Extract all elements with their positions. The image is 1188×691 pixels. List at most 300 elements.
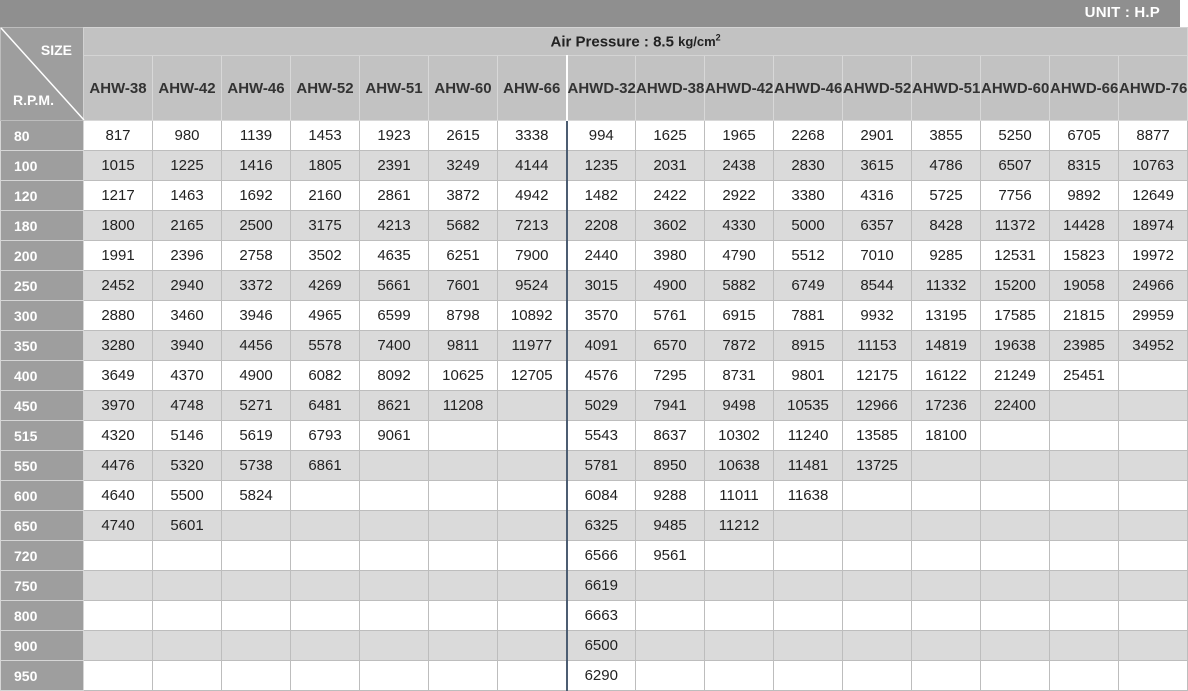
value-cell <box>774 511 843 541</box>
value-cell: 6082 <box>291 361 360 391</box>
value-cell: 5682 <box>429 211 498 241</box>
value-cell: 2208 <box>567 211 636 241</box>
rpm-cell: 120 <box>1 181 84 211</box>
value-cell: 7941 <box>636 391 705 421</box>
unit-label: UNIT : H.P <box>1084 4 1160 21</box>
value-cell: 4330 <box>705 211 774 241</box>
value-cell: 24966 <box>1119 271 1188 301</box>
rpm-cell: 80 <box>1 121 84 151</box>
value-cell <box>153 571 222 601</box>
value-cell: 4965 <box>291 301 360 331</box>
value-cell <box>774 631 843 661</box>
value-cell <box>912 661 981 691</box>
value-cell <box>981 481 1050 511</box>
value-cell: 10892 <box>498 301 567 331</box>
value-cell: 7756 <box>981 181 1050 211</box>
value-cell: 11153 <box>843 331 912 361</box>
value-cell <box>981 661 1050 691</box>
value-cell <box>843 661 912 691</box>
value-cell <box>291 511 360 541</box>
value-cell: 3502 <box>291 241 360 271</box>
value-cell: 5725 <box>912 181 981 211</box>
air-pressure-header <box>84 28 1188 56</box>
rpm-cell: 100 <box>1 151 84 181</box>
value-cell: 1139 <box>222 121 291 151</box>
value-cell: 14819 <box>912 331 981 361</box>
value-cell: 3460 <box>153 301 222 331</box>
value-cell: 3980 <box>636 241 705 271</box>
value-cell: 1625 <box>636 121 705 151</box>
horsepower-table <box>0 27 1188 691</box>
value-cell: 10763 <box>1119 151 1188 181</box>
value-cell: 12649 <box>1119 181 1188 211</box>
value-cell <box>774 661 843 691</box>
table-row <box>1 481 1188 511</box>
value-cell: 1015 <box>84 151 153 181</box>
value-cell <box>1050 481 1119 511</box>
value-cell <box>1119 481 1188 511</box>
value-cell: 2758 <box>222 241 291 271</box>
value-cell: 2268 <box>774 121 843 151</box>
model-header: AHW-51 <box>360 56 429 121</box>
corner-header <box>1 28 84 121</box>
value-cell <box>1119 571 1188 601</box>
value-cell: 7881 <box>774 301 843 331</box>
value-cell <box>981 571 1050 601</box>
value-cell: 12531 <box>981 241 1050 271</box>
value-cell <box>291 631 360 661</box>
value-cell <box>291 661 360 691</box>
model-header: AHW-42 <box>153 56 222 121</box>
value-cell: 18100 <box>912 421 981 451</box>
value-cell: 8428 <box>912 211 981 241</box>
value-cell <box>84 631 153 661</box>
value-cell: 3015 <box>567 271 636 301</box>
value-cell <box>1050 391 1119 421</box>
value-cell: 3940 <box>153 331 222 361</box>
value-cell: 6566 <box>567 541 636 571</box>
value-cell: 1482 <box>567 181 636 211</box>
value-cell: 5882 <box>705 271 774 301</box>
value-cell <box>291 601 360 631</box>
value-cell: 6357 <box>843 211 912 241</box>
table-row <box>1 301 1188 331</box>
value-cell: 21815 <box>1050 301 1119 331</box>
value-cell: 13195 <box>912 301 981 331</box>
value-cell <box>981 451 1050 481</box>
value-cell: 4269 <box>291 271 360 301</box>
value-cell: 2160 <box>291 181 360 211</box>
rpm-cell: 450 <box>1 391 84 421</box>
value-cell: 4635 <box>360 241 429 271</box>
value-cell <box>429 661 498 691</box>
value-cell: 4370 <box>153 361 222 391</box>
value-cell <box>84 571 153 601</box>
value-cell: 2440 <box>567 241 636 271</box>
value-cell: 2391 <box>360 151 429 181</box>
value-cell: 5781 <box>567 451 636 481</box>
value-cell: 3946 <box>222 301 291 331</box>
value-cell: 11638 <box>774 481 843 511</box>
value-cell <box>153 541 222 571</box>
value-cell <box>636 601 705 631</box>
value-cell: 2452 <box>84 271 153 301</box>
value-cell <box>429 571 498 601</box>
value-cell: 22400 <box>981 391 1050 421</box>
value-cell: 23985 <box>1050 331 1119 361</box>
value-cell <box>153 631 222 661</box>
value-cell: 2422 <box>636 181 705 211</box>
value-cell: 2396 <box>153 241 222 271</box>
value-cell: 4316 <box>843 181 912 211</box>
value-cell <box>498 631 567 661</box>
unit-bar <box>0 0 1180 27</box>
value-cell: 6570 <box>636 331 705 361</box>
value-cell: 3249 <box>429 151 498 181</box>
value-cell: 3372 <box>222 271 291 301</box>
value-cell: 9061 <box>360 421 429 451</box>
value-cell: 4942 <box>498 181 567 211</box>
value-cell: 4786 <box>912 151 981 181</box>
value-cell: 9498 <box>705 391 774 421</box>
rpm-cell: 550 <box>1 451 84 481</box>
value-cell: 6793 <box>291 421 360 451</box>
value-cell: 18974 <box>1119 211 1188 241</box>
value-cell: 4476 <box>84 451 153 481</box>
value-cell: 3175 <box>291 211 360 241</box>
value-cell <box>843 631 912 661</box>
value-cell <box>222 571 291 601</box>
value-cell <box>981 421 1050 451</box>
table-row <box>1 541 1188 571</box>
value-cell <box>429 421 498 451</box>
value-cell: 994 <box>567 121 636 151</box>
value-cell: 17236 <box>912 391 981 421</box>
value-cell: 5738 <box>222 451 291 481</box>
value-cell <box>429 481 498 511</box>
value-cell: 3855 <box>912 121 981 151</box>
size-label: SIZE <box>40 42 72 58</box>
value-cell: 2861 <box>360 181 429 211</box>
value-cell: 11332 <box>912 271 981 301</box>
value-cell: 2438 <box>705 151 774 181</box>
value-cell: 1235 <box>567 151 636 181</box>
value-cell: 1416 <box>222 151 291 181</box>
value-cell: 6619 <box>567 571 636 601</box>
value-cell: 6663 <box>567 601 636 631</box>
value-cell: 29959 <box>1119 301 1188 331</box>
value-cell: 4213 <box>360 211 429 241</box>
model-header-row <box>1 56 1188 121</box>
model-header: AHWD-38 <box>636 56 705 121</box>
value-cell: 25451 <box>1050 361 1119 391</box>
rpm-cell: 720 <box>1 541 84 571</box>
table-row <box>1 511 1188 541</box>
value-cell: 3649 <box>84 361 153 391</box>
table-row <box>1 181 1188 211</box>
value-cell <box>222 511 291 541</box>
value-cell <box>429 451 498 481</box>
value-cell <box>360 631 429 661</box>
value-cell: 13725 <box>843 451 912 481</box>
model-header: AHWD-32 <box>567 56 636 121</box>
value-cell: 4900 <box>222 361 291 391</box>
value-cell <box>84 601 153 631</box>
value-cell: 6861 <box>291 451 360 481</box>
value-cell <box>1119 511 1188 541</box>
value-cell <box>360 511 429 541</box>
value-cell: 817 <box>84 121 153 151</box>
value-cell <box>912 631 981 661</box>
value-cell: 34952 <box>1119 331 1188 361</box>
value-cell <box>498 451 567 481</box>
rpm-cell: 180 <box>1 211 84 241</box>
value-cell <box>843 571 912 601</box>
value-cell: 9801 <box>774 361 843 391</box>
value-cell: 6325 <box>567 511 636 541</box>
value-cell: 1923 <box>360 121 429 151</box>
value-cell: 8798 <box>429 301 498 331</box>
value-cell: 8731 <box>705 361 774 391</box>
value-cell <box>498 601 567 631</box>
value-cell <box>429 631 498 661</box>
value-cell: 19638 <box>981 331 1050 361</box>
value-cell: 16122 <box>912 361 981 391</box>
value-cell <box>912 511 981 541</box>
model-header: AHWD-60 <box>981 56 1050 121</box>
value-cell: 11212 <box>705 511 774 541</box>
model-header: AHWD-51 <box>912 56 981 121</box>
value-cell: 5512 <box>774 241 843 271</box>
value-cell: 2615 <box>429 121 498 151</box>
value-cell: 1225 <box>153 151 222 181</box>
value-cell <box>360 601 429 631</box>
value-cell: 6705 <box>1050 121 1119 151</box>
model-header: AHWD-76 <box>1119 56 1188 121</box>
rpm-cell: 200 <box>1 241 84 271</box>
table-row <box>1 361 1188 391</box>
air-pressure-colon: : <box>639 33 654 51</box>
value-cell <box>498 421 567 451</box>
value-cell: 10625 <box>429 361 498 391</box>
air-pressure-label: Air Pressure <box>550 33 640 51</box>
table-row <box>1 211 1188 241</box>
value-cell: 9485 <box>636 511 705 541</box>
value-cell <box>843 541 912 571</box>
value-cell: 9285 <box>912 241 981 271</box>
rpm-cell: 950 <box>1 661 84 691</box>
value-cell <box>912 541 981 571</box>
rpm-cell: 350 <box>1 331 84 361</box>
table-row <box>1 121 1188 151</box>
value-cell: 5029 <box>567 391 636 421</box>
value-cell: 3380 <box>774 181 843 211</box>
table-body <box>1 121 1188 691</box>
value-cell <box>222 601 291 631</box>
value-cell <box>981 601 1050 631</box>
value-cell: 7400 <box>360 331 429 361</box>
model-header: AHWD-66 <box>1050 56 1119 121</box>
value-cell: 19972 <box>1119 241 1188 271</box>
value-cell: 2830 <box>774 151 843 181</box>
value-cell: 8092 <box>360 361 429 391</box>
value-cell <box>153 661 222 691</box>
value-cell: 9524 <box>498 271 567 301</box>
table-row <box>1 151 1188 181</box>
value-cell <box>774 541 843 571</box>
table-row <box>1 571 1188 601</box>
value-cell <box>912 481 981 511</box>
rpm-cell: 900 <box>1 631 84 661</box>
value-cell <box>498 571 567 601</box>
value-cell: 11481 <box>774 451 843 481</box>
value-cell: 6599 <box>360 301 429 331</box>
value-cell: 5271 <box>222 391 291 421</box>
table-row <box>1 241 1188 271</box>
value-cell <box>84 661 153 691</box>
value-cell: 15200 <box>981 271 1050 301</box>
table-row <box>1 331 1188 361</box>
value-cell: 1800 <box>84 211 153 241</box>
value-cell <box>222 541 291 571</box>
air-pressure-value: 8.5 <box>653 33 674 51</box>
value-cell: 3872 <box>429 181 498 211</box>
value-cell <box>636 661 705 691</box>
value-cell <box>1050 601 1119 631</box>
value-cell: 3602 <box>636 211 705 241</box>
rpm-cell: 800 <box>1 601 84 631</box>
value-cell <box>222 661 291 691</box>
value-cell <box>360 451 429 481</box>
value-cell: 1463 <box>153 181 222 211</box>
value-cell: 5661 <box>360 271 429 301</box>
value-cell <box>843 601 912 631</box>
value-cell: 7295 <box>636 361 705 391</box>
value-cell <box>843 511 912 541</box>
table-row <box>1 421 1188 451</box>
model-header: AHWD-46 <box>774 56 843 121</box>
rpm-cell: 400 <box>1 361 84 391</box>
value-cell: 8315 <box>1050 151 1119 181</box>
value-cell: 4144 <box>498 151 567 181</box>
rpm-cell: 600 <box>1 481 84 511</box>
value-cell: 4091 <box>567 331 636 361</box>
value-cell: 4790 <box>705 241 774 271</box>
value-cell: 3338 <box>498 121 567 151</box>
value-cell <box>498 541 567 571</box>
value-cell: 5000 <box>774 211 843 241</box>
value-cell: 13585 <box>843 421 912 451</box>
value-cell: 4740 <box>84 511 153 541</box>
value-cell <box>1050 421 1119 451</box>
value-cell <box>705 661 774 691</box>
value-cell <box>1119 601 1188 631</box>
value-cell: 5250 <box>981 121 1050 151</box>
value-cell: 4748 <box>153 391 222 421</box>
value-cell <box>498 511 567 541</box>
value-cell: 6290 <box>567 661 636 691</box>
value-cell: 5543 <box>567 421 636 451</box>
value-cell: 2165 <box>153 211 222 241</box>
value-cell <box>1050 571 1119 601</box>
value-cell <box>360 481 429 511</box>
value-cell <box>429 601 498 631</box>
value-cell <box>981 511 1050 541</box>
rpm-cell: 650 <box>1 511 84 541</box>
model-header: AHWD-52 <box>843 56 912 121</box>
value-cell: 7900 <box>498 241 567 271</box>
value-cell: 8915 <box>774 331 843 361</box>
value-cell <box>1050 511 1119 541</box>
value-cell: 1453 <box>291 121 360 151</box>
value-cell: 19058 <box>1050 271 1119 301</box>
value-cell: 8950 <box>636 451 705 481</box>
value-cell: 10302 <box>705 421 774 451</box>
value-cell: 3970 <box>84 391 153 421</box>
value-cell <box>1119 391 1188 421</box>
value-cell: 4576 <box>567 361 636 391</box>
rpm-cell: 300 <box>1 301 84 331</box>
value-cell: 11240 <box>774 421 843 451</box>
value-cell: 4320 <box>84 421 153 451</box>
rpm-cell: 750 <box>1 571 84 601</box>
rpm-label: R.P.M. <box>13 92 54 108</box>
value-cell: 9288 <box>636 481 705 511</box>
value-cell: 11208 <box>429 391 498 421</box>
table-row <box>1 601 1188 631</box>
value-cell: 7213 <box>498 211 567 241</box>
value-cell: 2880 <box>84 301 153 331</box>
model-header: AHW-38 <box>84 56 153 121</box>
air-pressure-unit: $kg/cm^2$ <box>678 32 721 50</box>
value-cell <box>1050 541 1119 571</box>
value-cell <box>429 541 498 571</box>
value-cell: 17585 <box>981 301 1050 331</box>
table-row <box>1 271 1188 301</box>
value-cell <box>981 541 1050 571</box>
value-cell: 3280 <box>84 331 153 361</box>
value-cell <box>291 571 360 601</box>
value-cell: 6481 <box>291 391 360 421</box>
value-cell: 2031 <box>636 151 705 181</box>
value-cell <box>1119 631 1188 661</box>
value-cell <box>291 541 360 571</box>
value-cell: 1965 <box>705 121 774 151</box>
value-cell <box>360 541 429 571</box>
value-cell: 7601 <box>429 271 498 301</box>
value-cell: 12705 <box>498 361 567 391</box>
value-cell: 5578 <box>291 331 360 361</box>
value-cell: 8544 <box>843 271 912 301</box>
value-cell <box>705 601 774 631</box>
value-cell <box>1119 421 1188 451</box>
value-cell: 10535 <box>774 391 843 421</box>
rpm-cell: 250 <box>1 271 84 301</box>
model-header: AHW-66 <box>498 56 567 121</box>
value-cell: 2922 <box>705 181 774 211</box>
value-cell <box>912 571 981 601</box>
value-cell <box>153 601 222 631</box>
value-cell <box>1119 661 1188 691</box>
value-cell <box>84 541 153 571</box>
value-cell: 9892 <box>1050 181 1119 211</box>
value-cell <box>360 571 429 601</box>
table-row <box>1 391 1188 421</box>
value-cell: 6749 <box>774 271 843 301</box>
value-cell: 7010 <box>843 241 912 271</box>
value-cell: 4640 <box>84 481 153 511</box>
value-cell: 11977 <box>498 331 567 361</box>
